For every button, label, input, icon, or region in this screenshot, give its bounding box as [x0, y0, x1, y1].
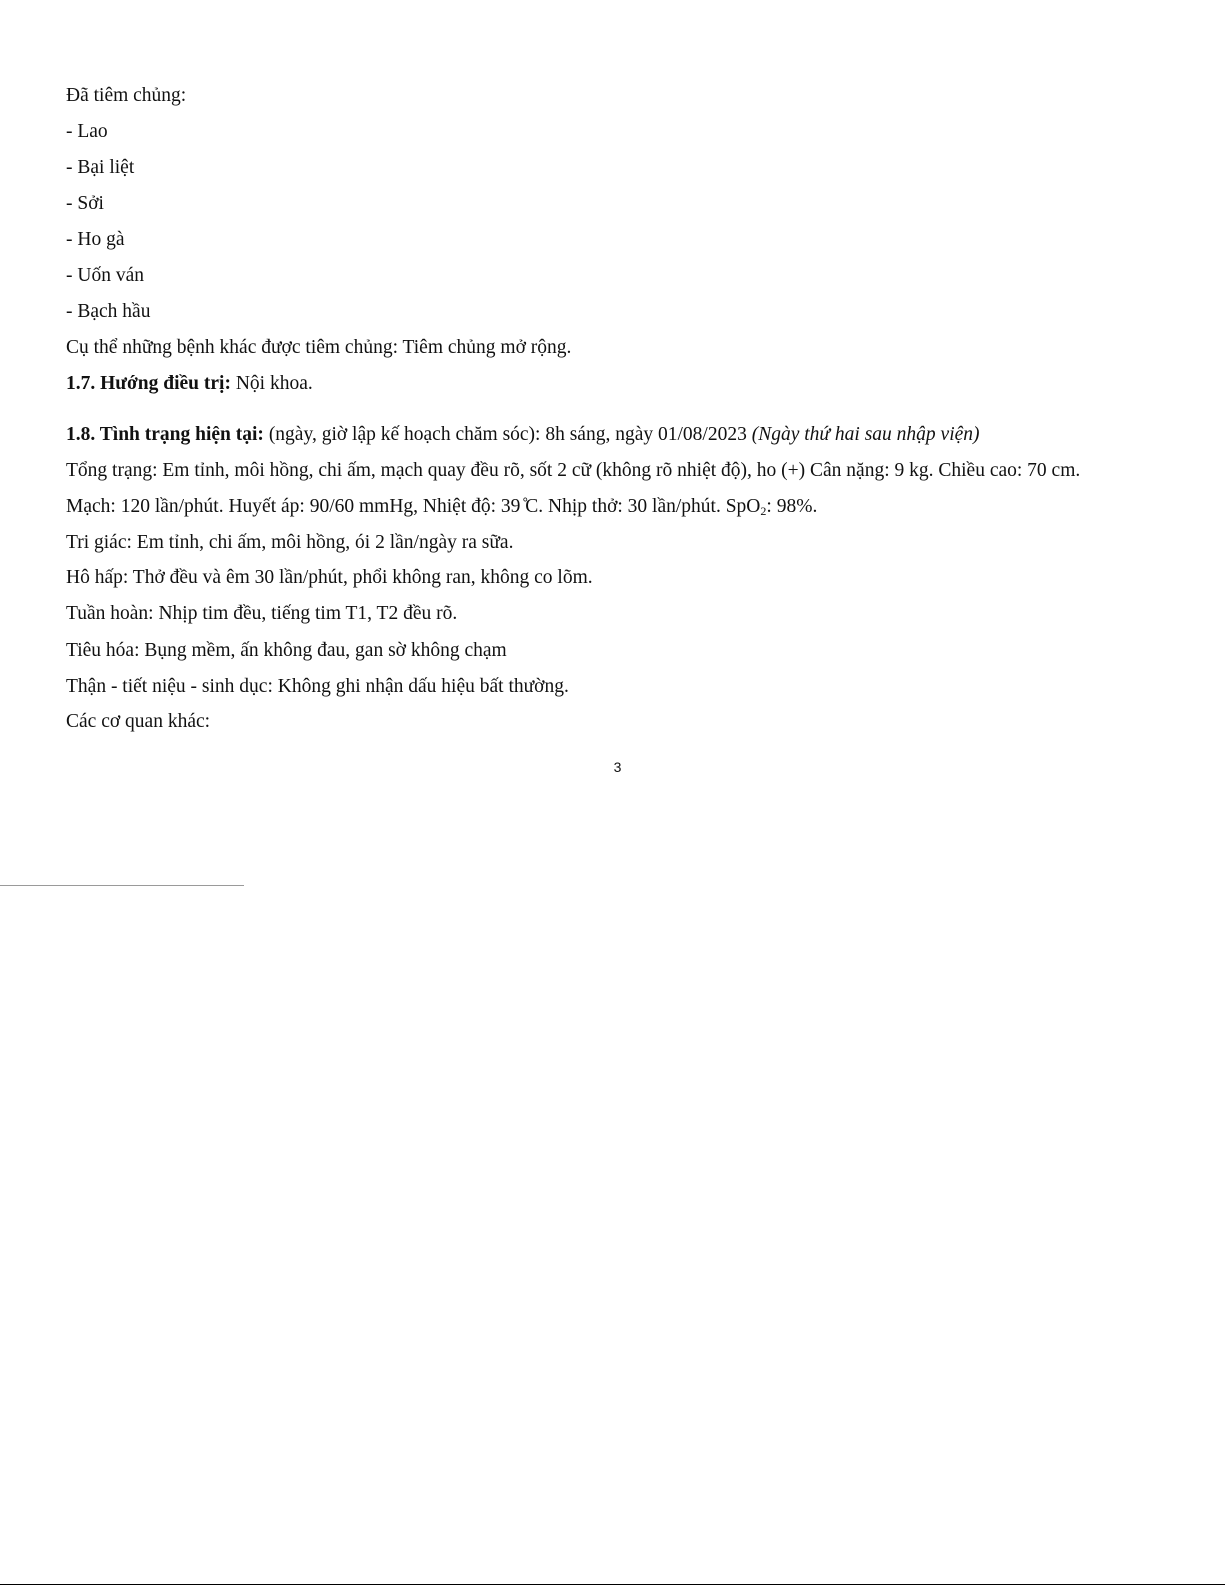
- page-number: 3: [613, 759, 622, 775]
- vital-signs-spo2: : 98%.: [766, 496, 818, 517]
- vaccination-item: - Bạch hầu: [66, 301, 151, 322]
- vaccination-other: Cụ thể những bệnh khác được tiêm chủng: Tiêm chủng mở rộng.: [66, 337, 572, 358]
- section-1-8: [66, 423, 980, 447]
- urogenital: Thận - tiết niệu - sinh dục: Không ghi nhận dấu hiệu bất thường.: [66, 676, 569, 697]
- other-organs: Các cơ quan khác:: [66, 711, 211, 732]
- vital-signs-text: Mạch: 120 lần/phút. Huyết áp: 90/60 mmHg, Nhiệt độ: 39 ̊C. Nhịp thở: 30 lần/phút. SpO: [66, 496, 761, 517]
- footnote-divider: [0, 885, 244, 886]
- section-1-8-label: 1.8. Tình trạng hiện tại:: [66, 424, 264, 445]
- consciousness: Tri giác: Em tỉnh, chi ấm, môi hồng, ói 2 lần/ngày ra sữa.: [66, 532, 514, 553]
- vaccination-item: - Lao: [66, 121, 108, 142]
- vaccination-item: - Ho gà: [66, 229, 125, 250]
- spo2-subscript: 2: [760, 504, 767, 518]
- circulation: Tuần hoàn: Nhịp tim đều, tiếng tim T1, T2 đều rõ.: [66, 603, 458, 624]
- digestive: Tiêu hóa: Bụng mềm, ấn không đau, gan sờ không chạm: [66, 640, 507, 661]
- section-1-7-label: 1.7. Hướng điều trị:: [66, 373, 231, 394]
- vaccination-item: - Uốn ván: [66, 265, 144, 286]
- section-1-7: [66, 372, 313, 396]
- section-1-8-note: (Ngày thứ hai sau nhập viện): [751, 424, 980, 445]
- vaccination-item: - Sởi: [66, 193, 104, 214]
- respiratory: Hô hấp: Thở đều và êm 30 lần/phút, phổi không ran, không co lõm.: [66, 567, 593, 588]
- general-status: Tổng trạng: Em tỉnh, môi hồng, chi ấm, mạch quay đều rõ, sốt 2 cữ (không rõ nhiệt độ), ho (+) Cân nặng: 9 kg. Chiều cao: 70 cm.: [66, 460, 1081, 481]
- vaccination-heading: Đã tiêm chủng:: [66, 85, 187, 106]
- section-1-8-text: (ngày, giờ lập kế hoạch chăm sóc): 8h sáng, ngày 01/08/2023: [263, 424, 752, 445]
- section-1-7-text: Nội khoa.: [230, 373, 313, 394]
- vaccination-item: - Bại liệt: [66, 157, 135, 178]
- vital-signs: [66, 495, 817, 523]
